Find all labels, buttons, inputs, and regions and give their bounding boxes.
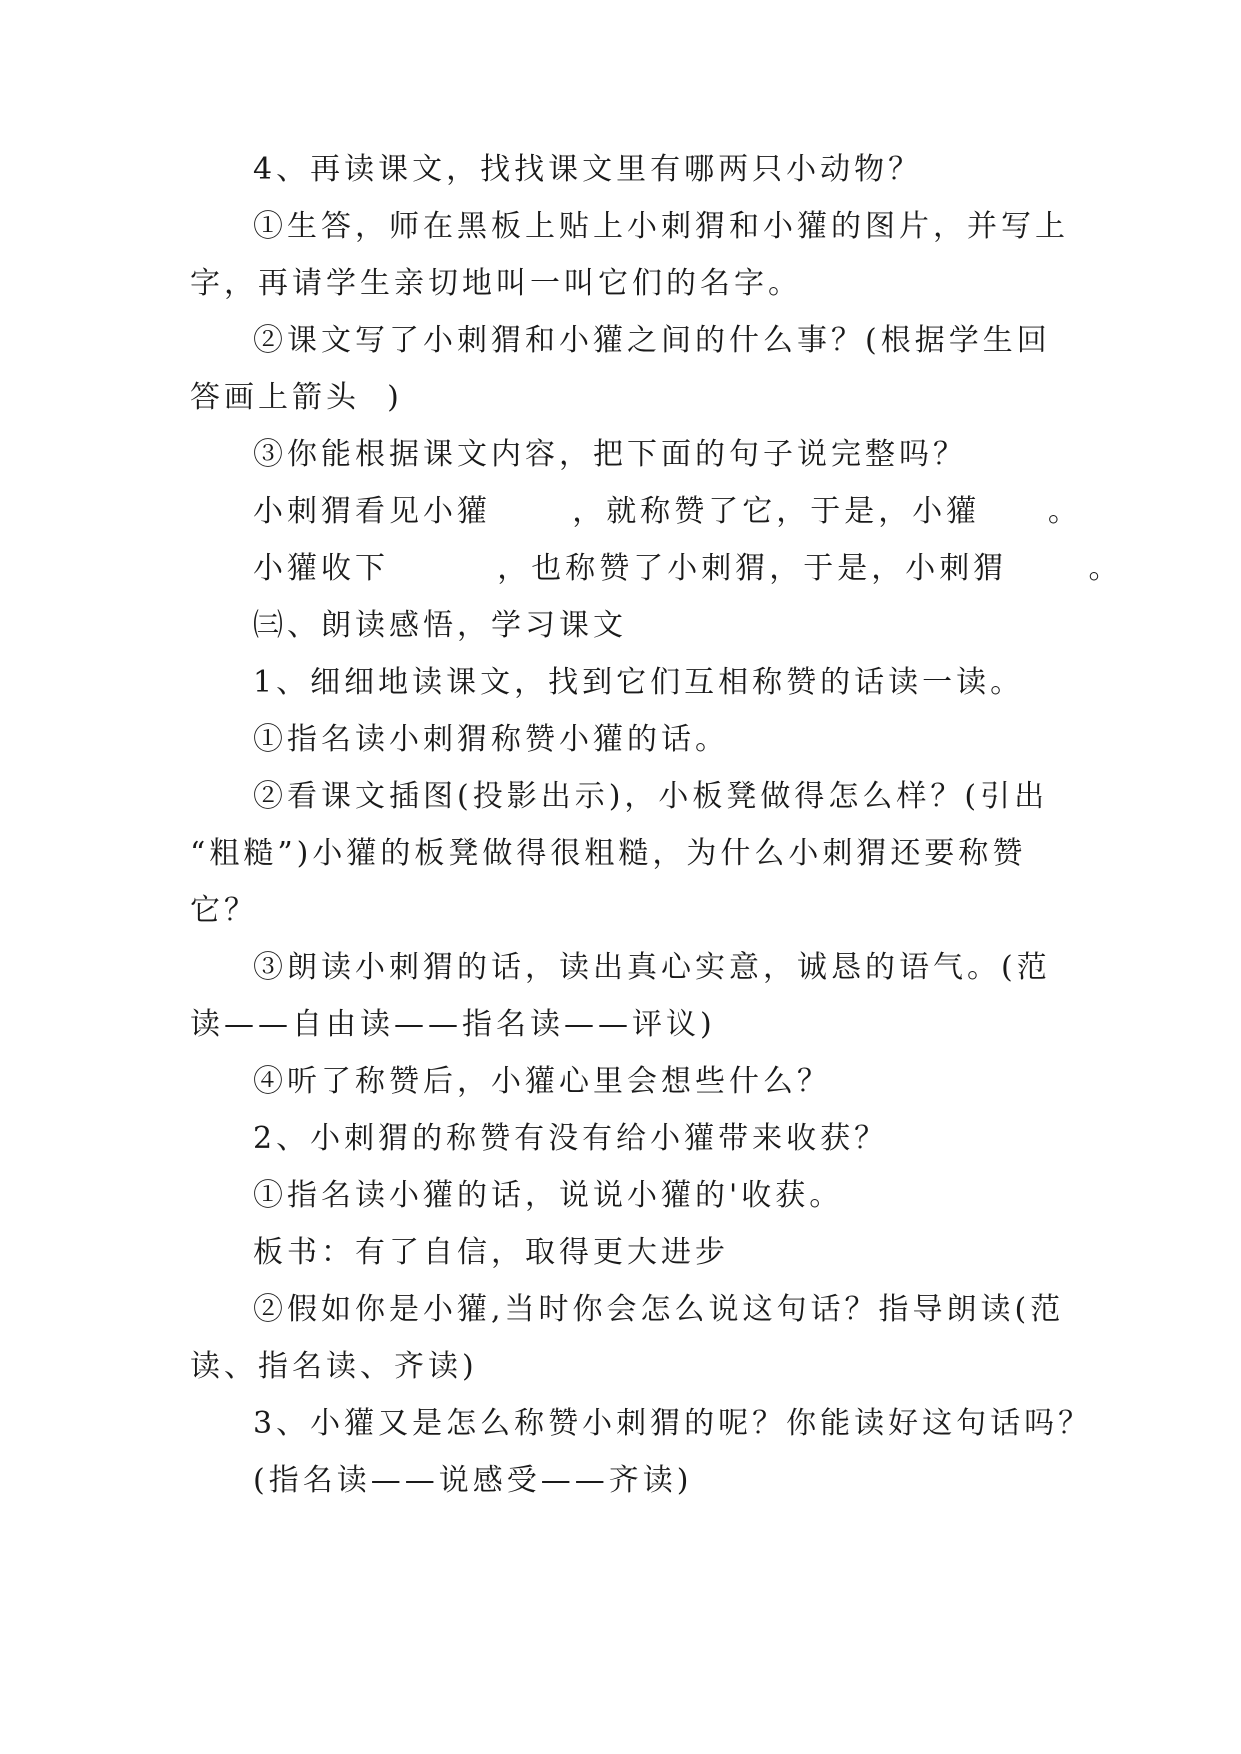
paragraph-line: ③你能根据课文内容，把下面的句子说完整吗？ <box>253 437 967 472</box>
paragraph-line: ②看课文插图(投影出示)，小板凳做得怎么样？(引出 <box>253 779 1049 814</box>
paragraph-line: “粗糙”)小獾的板凳做得很粗糙，为什么小刺猬还要称赞 <box>190 836 1027 871</box>
paragraph-line: 2、小刺猬的称赞有没有给小獾带来收获？ <box>253 1121 889 1156</box>
paragraph-line: ②课文写了小刺猬和小獾之间的什么事？(根据学生回 <box>253 323 1051 358</box>
paragraph-line: ①指名读小獾的话，说说小獾的'收获。 <box>253 1178 844 1213</box>
paragraph-line: ②假如你是小獾,当时你会怎么说这句话？指导朗读(范 <box>253 1292 1065 1327</box>
paragraph-line: 4、再读课文，找找课文里有哪两只小动物？ <box>253 152 923 187</box>
paragraph-line: 答画上箭头 ) <box>190 380 403 415</box>
paragraph-line: 小獾收下 ，也称赞了小刺猬，于是，小刺猬 。 <box>253 551 1123 586</box>
paragraph-line: 它？ <box>190 893 258 928</box>
paragraph-line: 读——自由读——指名读——评议) <box>190 1007 716 1042</box>
section-heading: ㈢、朗读感悟，学习课文 <box>253 608 627 643</box>
paragraph-line: ③朗读小刺猬的话，读出真心实意，诚恳的语气。(范 <box>253 950 1051 985</box>
paragraph-line: 板书：有了自信，取得更大进步 <box>253 1235 729 1270</box>
paragraph-line: 字，再请学生亲切地叫一叫它们的名字。 <box>190 266 802 301</box>
paragraph-line: (指名读——说感受——齐读) <box>253 1463 693 1498</box>
paragraph-line: 1、细细地读课文，找到它们互相称赞的话读一读。 <box>253 665 1025 700</box>
paragraph-line: ④听了称赞后，小獾心里会想些什么？ <box>253 1064 831 1099</box>
paragraph-line: 读、指名读、齐读) <box>190 1349 478 1384</box>
paragraph-line: ①指名读小刺猬称赞小獾的话。 <box>253 722 729 757</box>
paragraph-line: 3、小獾又是怎么称赞小刺猬的呢？你能读好这句话吗？ <box>253 1406 1093 1441</box>
paragraph-line: ①生答，师在黑板上贴上小刺猬和小獾的图片，并写上 <box>253 209 1069 244</box>
paragraph-line: 小刺猬看见小獾 ，就称赞了它，于是，小獾 。 <box>253 494 1082 529</box>
